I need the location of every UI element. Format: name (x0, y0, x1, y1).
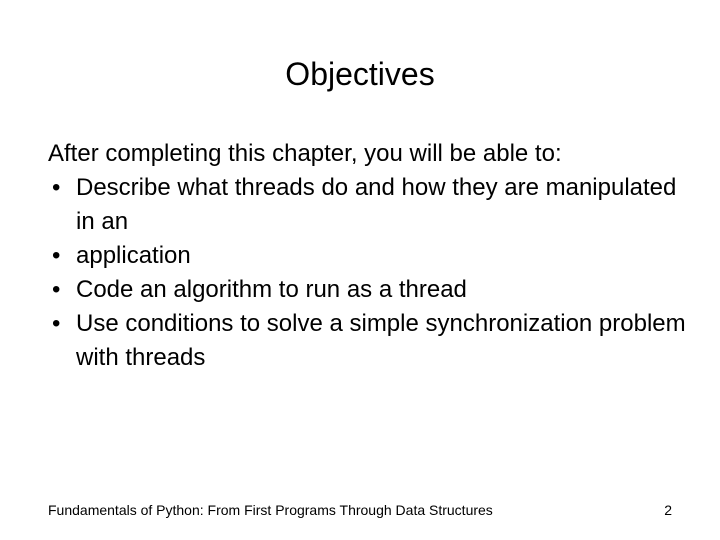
bullet-icon: • (52, 276, 61, 303)
list-item (48, 307, 688, 375)
bullet-icon: • (52, 310, 61, 337)
slide-title: Objectives (285, 56, 435, 92)
list-item (48, 171, 688, 239)
bullet-icon: • (52, 174, 61, 201)
slide-body (48, 137, 688, 375)
list-item-text: Code an algorithm to run as a thread (76, 276, 467, 303)
intro-text: After completing this chapter, you will be able to: (48, 140, 562, 167)
page-number: 2 (664, 502, 672, 518)
footer-book-title: Fundamentals of Python: From First Programs Through Data Structures (48, 502, 493, 518)
bullet-icon: • (52, 242, 61, 269)
list-item-text: application (76, 242, 191, 269)
objectives-list (48, 171, 688, 375)
list-item-text: Use conditions to solve a simple synchronization problem with threads (76, 310, 686, 371)
list-item (48, 273, 688, 307)
list-item-text: Describe what threads do and how they are manipulated in an (76, 174, 677, 235)
list-item (48, 239, 688, 273)
